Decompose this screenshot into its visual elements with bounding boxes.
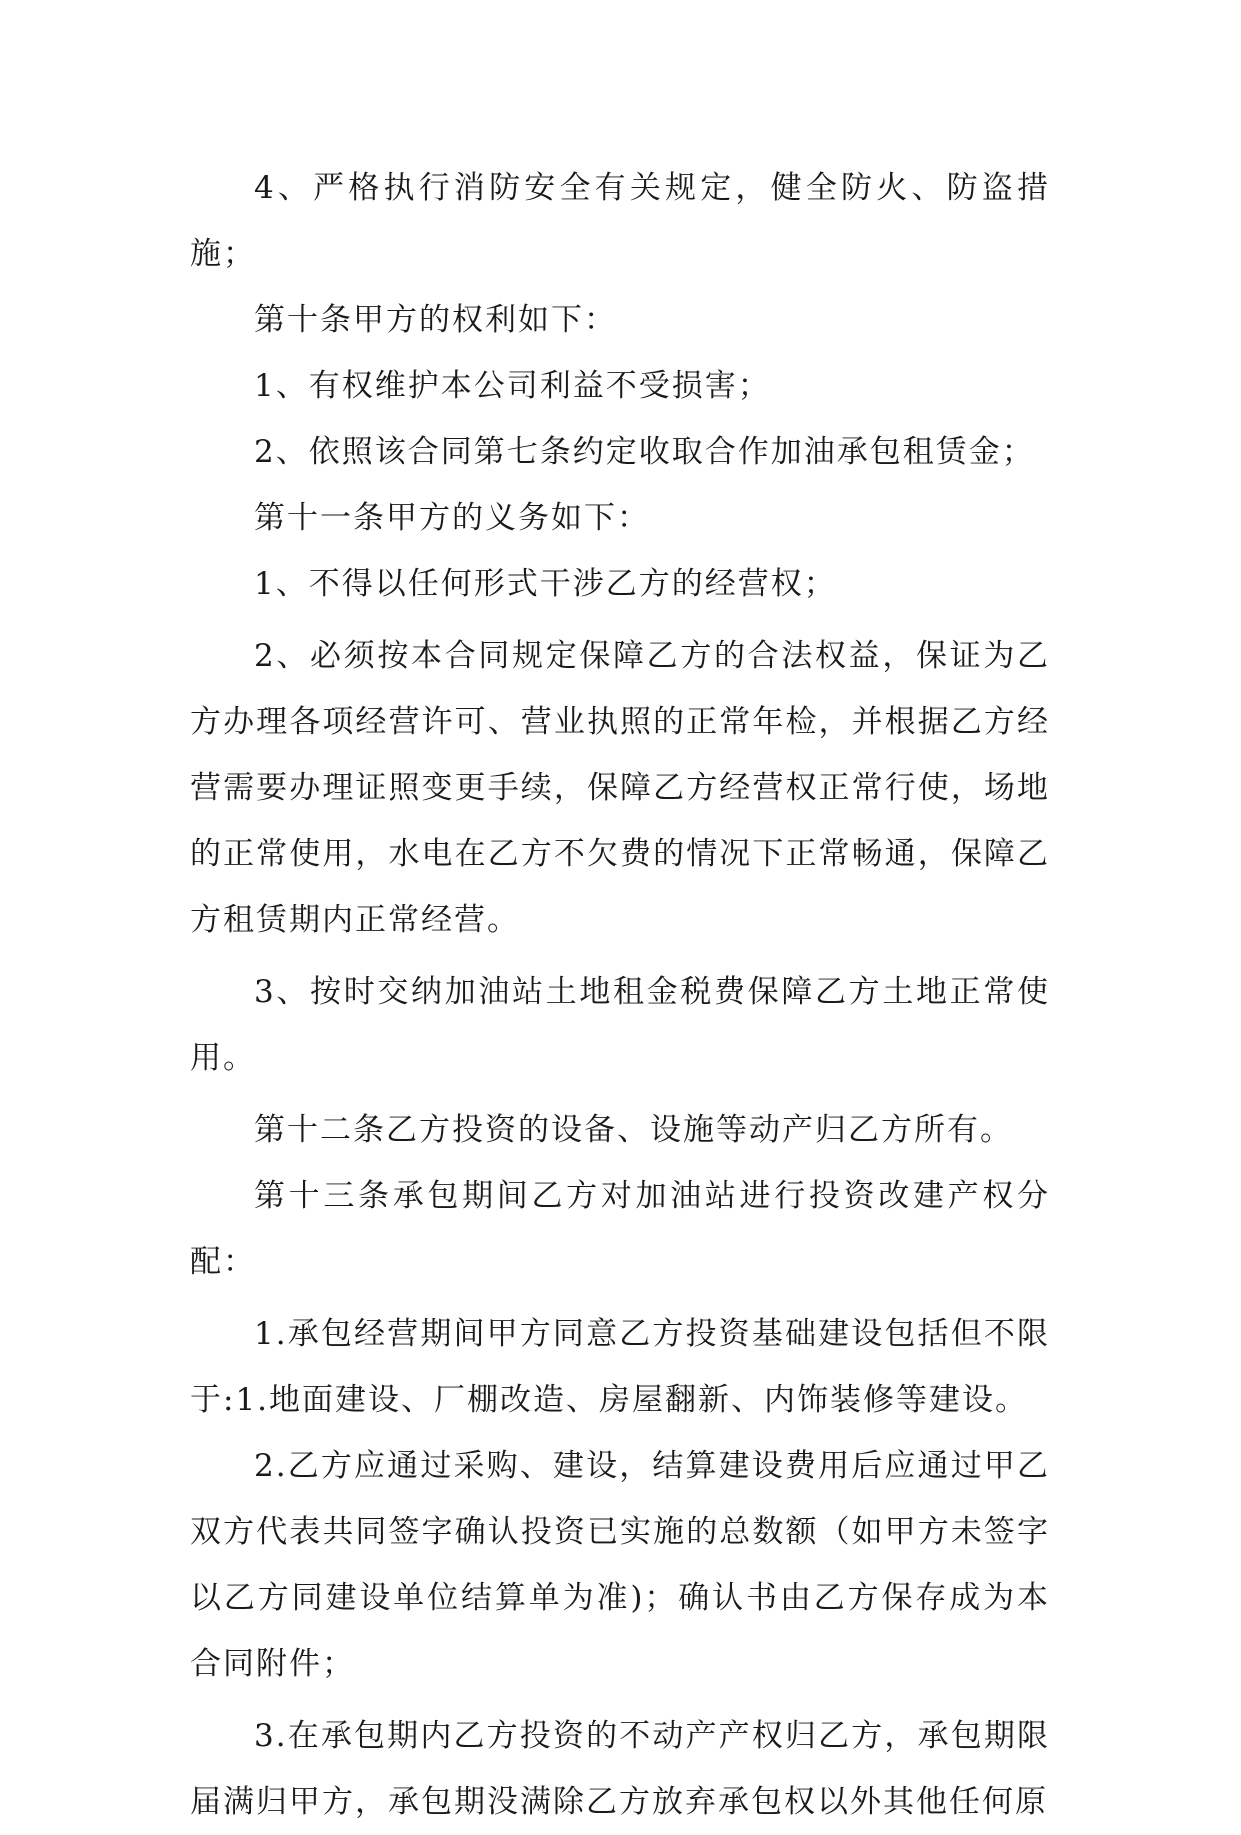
paragraph-article-13-item-2: 2.乙方应通过采购、建设，结算建设费用后应通过甲乙双方代表共同签字确认投资已实施的总数额（如甲方未签字以乙方同建设单位结算单为准)；确认书由乙方保存成为本合同附件；	[190, 1448, 1050, 1682]
paragraph-article-10-item-1: 1、有权维护本公司利益不受损害；	[254, 368, 771, 404]
paragraph-article-12: 第十二条乙方投资的设备、设施等动产归乙方所有。	[254, 1112, 1013, 1148]
paragraph-article-10-heading: 第十条甲方的权利如下：	[254, 302, 617, 338]
paragraph-article-11-item-3: 3、按时交纳加油站土地租金税费保障乙方土地正常使用。	[190, 974, 1050, 1076]
document-body	[190, 155, 1050, 1835]
paragraph-article-10-item-2: 2、依照该合同第七条约定收取合作加油承包租赁金；	[254, 434, 1035, 470]
paragraph-fire-safety: 4、严格执行消防安全有关规定，健全防火、防盗措施；	[190, 170, 1050, 272]
paragraph-article-11-heading: 第十一条甲方的义务如下：	[254, 500, 650, 536]
paragraph-article-13-item-1: 1.承包经营期间甲方同意乙方投资基础建设包括但不限于:1.地面建设、厂棚改造、房屋翻新、内饰装修等建设。	[190, 1316, 1050, 1418]
paragraph-article-13-heading: 第十三条承包期间乙方对加油站进行投资改建产权分配：	[190, 1178, 1050, 1280]
paragraph-article-11-item-2: 2、必须按本合同规定保障乙方的合法权益，保证为乙方办理各项经营许可、营业执照的正常年检，并根据乙方经营需要办理证照变更手续，保障乙方经营权正常行使，场地的正常使用，水电在乙方不欠费的情况下正常畅通，保障乙方租赁期内正常经营。	[190, 638, 1050, 938]
paragraph-article-13-item-3: 3.在承包期内乙方投资的不动产产权归乙方，承包期限届满归甲方，承包期没满除乙方放弃承包权以外其他任何原	[190, 1718, 1050, 1820]
paragraph-article-11-item-1: 1、不得以任何形式干涉乙方的经营权；	[254, 566, 837, 602]
